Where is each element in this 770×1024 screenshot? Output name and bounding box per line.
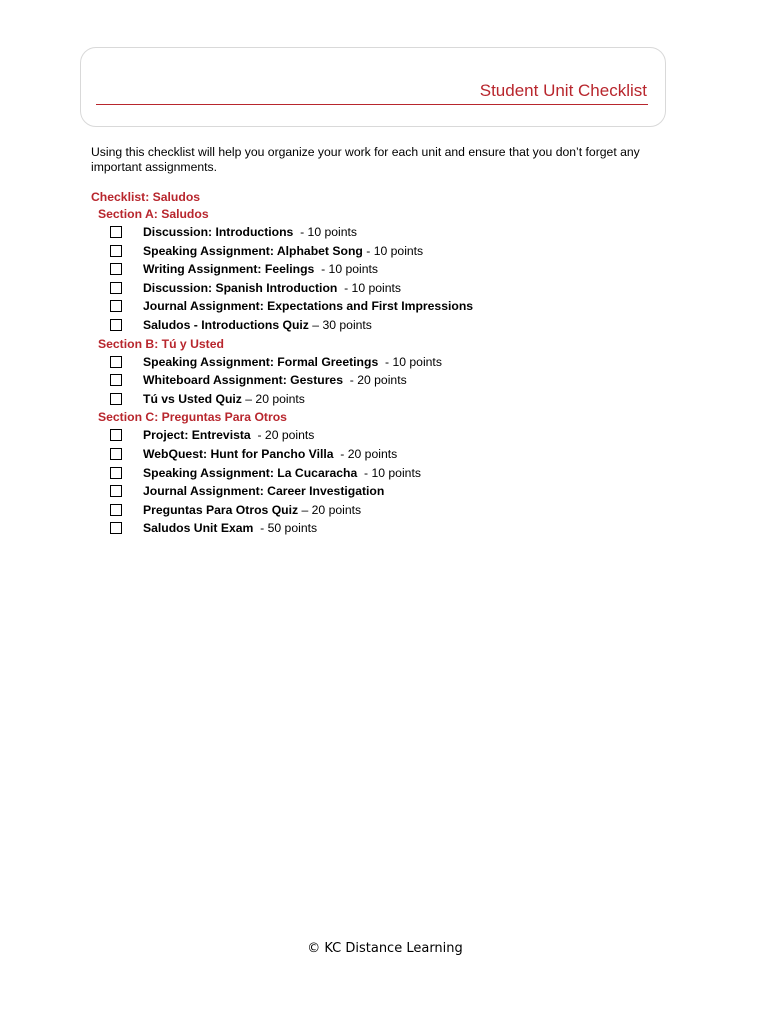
item-text: [143, 316, 372, 335]
checklist-item: [91, 426, 691, 445]
checklist-item: [91, 223, 691, 242]
header-box: [80, 47, 666, 127]
item-name: WebQuest: Hunt for Pancho Villa: [143, 446, 334, 461]
checklist-item: [91, 464, 691, 483]
item-name: Writing Assignment: Feelings: [143, 262, 315, 277]
item-points: - 10 points: [337, 280, 402, 295]
item-name: Project: Entrevista: [143, 428, 251, 443]
checkbox[interactable]: [110, 429, 122, 441]
item-text: [143, 371, 407, 390]
item-points: - 50 points: [253, 521, 318, 536]
checklist-item: [91, 279, 691, 298]
checklist-item: [91, 501, 691, 520]
checkbox[interactable]: [110, 485, 122, 497]
checkbox[interactable]: [110, 300, 122, 312]
item-name: Tú vs Usted Quiz: [143, 391, 242, 406]
item-text: [143, 464, 421, 483]
checklist-item: [91, 316, 691, 335]
item-text: [143, 260, 378, 279]
item-name: Saludos Unit Exam: [143, 521, 254, 536]
item-name: Journal Assignment: Expectations and First Impressions: [143, 299, 474, 314]
checkbox[interactable]: [110, 319, 122, 331]
checklist-item: [91, 482, 691, 501]
item-points: – 30 points: [308, 317, 372, 332]
footer-copyright: © KC Distance Learning: [307, 941, 463, 956]
item-points: – 20 points: [241, 391, 305, 406]
item-name: Preguntas Para Otros Quiz: [143, 502, 299, 517]
checkbox[interactable]: [110, 504, 122, 516]
item-text: [143, 426, 314, 445]
checkbox[interactable]: [110, 522, 122, 534]
checkbox[interactable]: [110, 448, 122, 460]
item-points: - 10 points: [293, 225, 358, 239]
section-title: Section A: Saludos: [98, 207, 209, 221]
item-points: - 10 points: [362, 243, 424, 258]
item-text: [143, 445, 397, 464]
item-points: - 10 points: [378, 354, 442, 369]
checklist-item: [91, 260, 691, 279]
section-title: Section B: Tú y Usted: [98, 336, 224, 351]
checklist-item: [91, 519, 691, 538]
item-name: Speaking Assignment: Alphabet Song: [143, 243, 363, 258]
checklist-sections: [91, 206, 691, 538]
item-name: Speaking Assignment: La Cucaracha: [143, 465, 358, 480]
item-text: [143, 242, 423, 261]
checkbox[interactable]: [110, 374, 122, 386]
intro-text: Using this checklist will help you organize your work for each unit and ensure that you don’t forget any important assignments.: [91, 145, 640, 174]
item-text: [143, 390, 305, 409]
item-text: [143, 482, 384, 501]
item-points: - 10 points: [357, 465, 421, 480]
item-points: – 20 points: [298, 502, 362, 517]
item-text: [143, 501, 361, 520]
checklist: [91, 189, 691, 538]
item-name: Whiteboard Assignment: Gestures: [143, 373, 343, 388]
item-points: - 20 points: [343, 373, 407, 388]
header-divider: [96, 104, 648, 105]
item-name: Discussion: Introductions: [143, 225, 294, 239]
item-text: [143, 297, 473, 316]
checkbox[interactable]: [110, 467, 122, 479]
checklist-title: Checklist: Saludos: [91, 190, 201, 204]
item-name: Saludos - Introductions Quiz: [143, 317, 309, 332]
item-name: Discussion: Spanish Introduction: [143, 280, 338, 295]
item-points: - 10 points: [314, 262, 379, 277]
item-name: Journal Assignment: Career Investigation: [143, 484, 385, 499]
checkbox[interactable]: [110, 356, 122, 368]
checklist-item: [91, 297, 691, 316]
checkbox[interactable]: [110, 245, 122, 257]
section-title: Section C: Preguntas Para Otros: [98, 410, 287, 425]
item-text: [143, 519, 317, 538]
page-title: Student Unit Checklist: [479, 81, 647, 100]
item-text: [143, 353, 442, 372]
checkbox[interactable]: [110, 393, 122, 405]
item-points: - 20 points: [250, 428, 315, 443]
checklist-item: [91, 445, 691, 464]
checkbox[interactable]: [110, 226, 122, 238]
checklist-item: [91, 353, 691, 372]
checklist-item: [91, 242, 691, 261]
checkbox[interactable]: [110, 263, 122, 275]
item-text: [143, 279, 401, 298]
item-text: [143, 223, 357, 242]
item-name: Speaking Assignment: Formal Greetings: [143, 354, 379, 369]
checklist-item: [91, 371, 691, 390]
item-points: - 20 points: [333, 446, 398, 461]
checkbox[interactable]: [110, 282, 122, 294]
checklist-item: [91, 390, 691, 409]
